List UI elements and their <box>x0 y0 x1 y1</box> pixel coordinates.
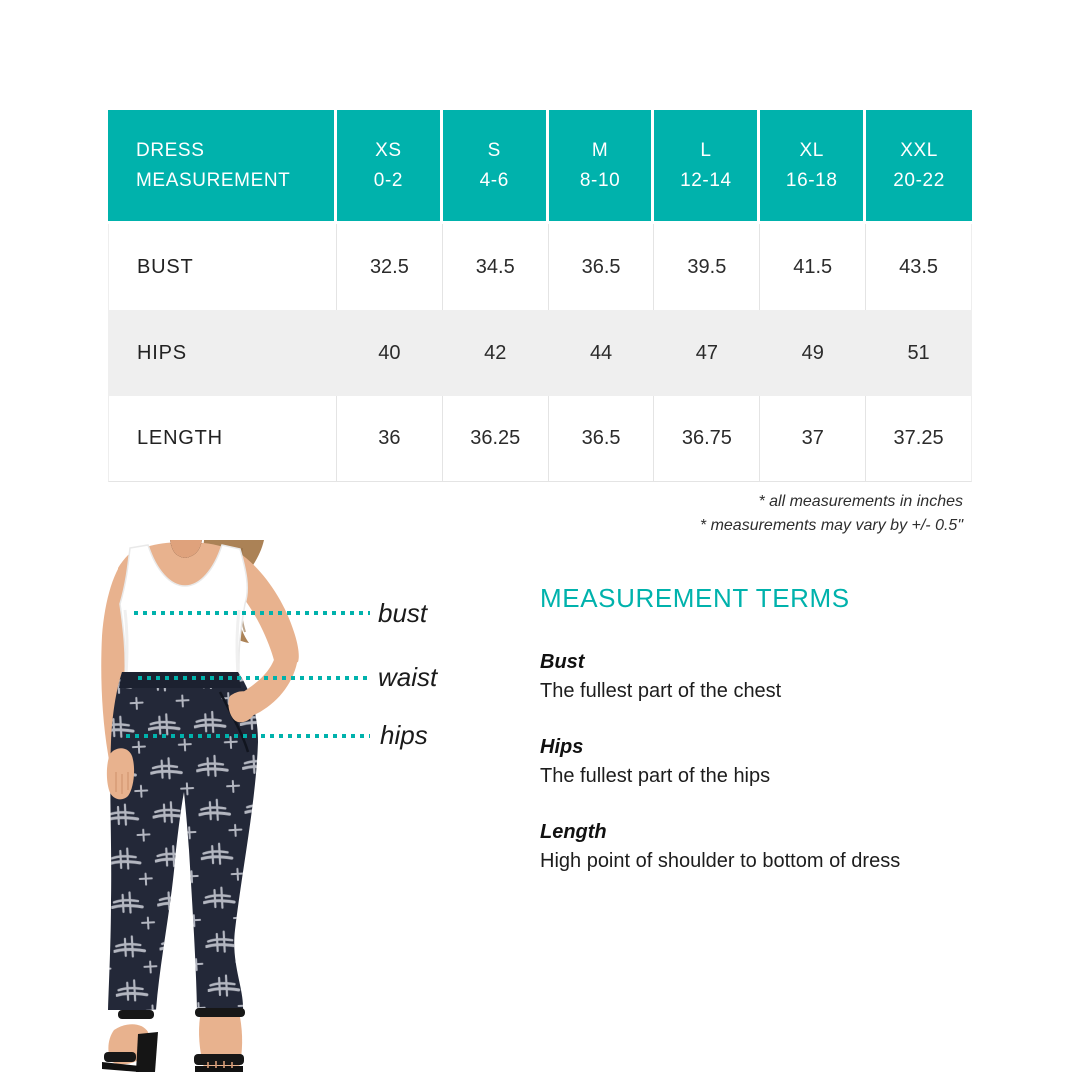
size-col-header-s <box>443 110 549 224</box>
measurement-value-cell: 34.5 <box>443 224 549 310</box>
footnotes <box>523 490 963 537</box>
measurement-value-cell: 36.75 <box>654 396 760 482</box>
size-col-header-xs <box>337 110 443 224</box>
measurement-value-cell: 32.5 <box>337 224 443 310</box>
size-range: 0-2 <box>373 169 404 191</box>
left-hand <box>107 748 134 799</box>
right-toe-strap <box>194 1054 244 1065</box>
right-ankle-strap <box>195 1008 245 1017</box>
size-range: 20-22 <box>893 169 945 191</box>
measurement-value-cell: 42 <box>443 310 549 396</box>
hips-label: hips <box>380 720 428 750</box>
measurement-terms-section <box>540 583 980 903</box>
term-group-length <box>540 818 980 876</box>
table-row-bust <box>108 224 972 310</box>
waist-guide-line <box>138 676 370 680</box>
chart-title-line2: MEASUREMENT <box>136 169 291 191</box>
size-name: L <box>700 139 712 161</box>
measurement-value-cell: 36.5 <box>549 224 655 310</box>
left-ankle-strap <box>118 1010 154 1019</box>
term-group-hips <box>540 733 980 791</box>
term-name: Bust <box>540 651 585 673</box>
bust-label: bust <box>378 598 428 628</box>
row-label-bust: BUST <box>108 224 337 310</box>
measurement-value-cell: 36 <box>337 396 443 482</box>
measurement-value-cell: 43.5 <box>866 224 972 310</box>
chart-title-cell <box>108 110 337 224</box>
measurement-value-cell: 36.25 <box>443 396 549 482</box>
bust-guide-line <box>134 611 370 615</box>
model-photo <box>92 540 362 1080</box>
size-name: S <box>487 139 501 161</box>
size-name: XXL <box>900 139 938 161</box>
term-definition: The fullest part of the chest <box>540 680 782 702</box>
measurement-value-cell: 40 <box>337 310 443 396</box>
size-range: 4-6 <box>479 169 509 191</box>
size-name: XS <box>375 139 402 161</box>
size-col-header-xl <box>760 110 866 224</box>
size-range: 12-14 <box>680 169 732 191</box>
term-name: Hips <box>540 736 584 758</box>
size-col-header-xxl <box>866 110 972 224</box>
measurement-value-cell: 47 <box>654 310 760 396</box>
table-header-row <box>108 110 972 224</box>
hips-guide-line <box>126 734 370 738</box>
size-col-header-m <box>549 110 655 224</box>
term-name: Length <box>540 821 607 843</box>
size-chart-table <box>108 110 972 482</box>
model-illustration <box>92 540 362 1080</box>
size-range: 16-18 <box>785 169 838 191</box>
size-name: XL <box>799 139 824 161</box>
waist-label: waist <box>378 662 438 692</box>
left-toe-strap <box>104 1052 136 1062</box>
size-col-header-l <box>654 110 760 224</box>
measurement-value-cell: 37.25 <box>866 396 972 482</box>
table-row-length <box>108 396 972 482</box>
footnote-units: * all measurements in inches <box>758 493 963 510</box>
measurement-value-cell: 49 <box>760 310 866 396</box>
measurement-value-cell: 36.5 <box>549 396 655 482</box>
terms-heading: MEASUREMENT TERMS <box>540 583 850 613</box>
measurement-value-cell: 37 <box>760 396 866 482</box>
size-name: M <box>591 139 609 161</box>
measurement-value-cell: 39.5 <box>654 224 760 310</box>
pants-waistband <box>119 672 241 688</box>
size-range: 8-10 <box>579 169 621 191</box>
measurement-value-cell: 41.5 <box>760 224 866 310</box>
footnote-tolerance: * measurements may vary by +/- 0.5" <box>699 516 963 534</box>
measurement-value-cell: 44 <box>549 310 655 396</box>
row-label-hips: HIPS <box>108 310 337 396</box>
term-definition: The fullest part of the hips <box>540 765 771 787</box>
term-definition: High point of shoulder to bottom of dress <box>540 850 901 872</box>
chart-title-line1: DRESS <box>136 139 205 161</box>
table-row-hips <box>108 310 972 396</box>
row-label-length: LENGTH <box>108 396 337 482</box>
right-sole <box>195 1066 243 1072</box>
measurement-value-cell: 51 <box>866 310 972 396</box>
term-group-bust <box>540 648 980 706</box>
